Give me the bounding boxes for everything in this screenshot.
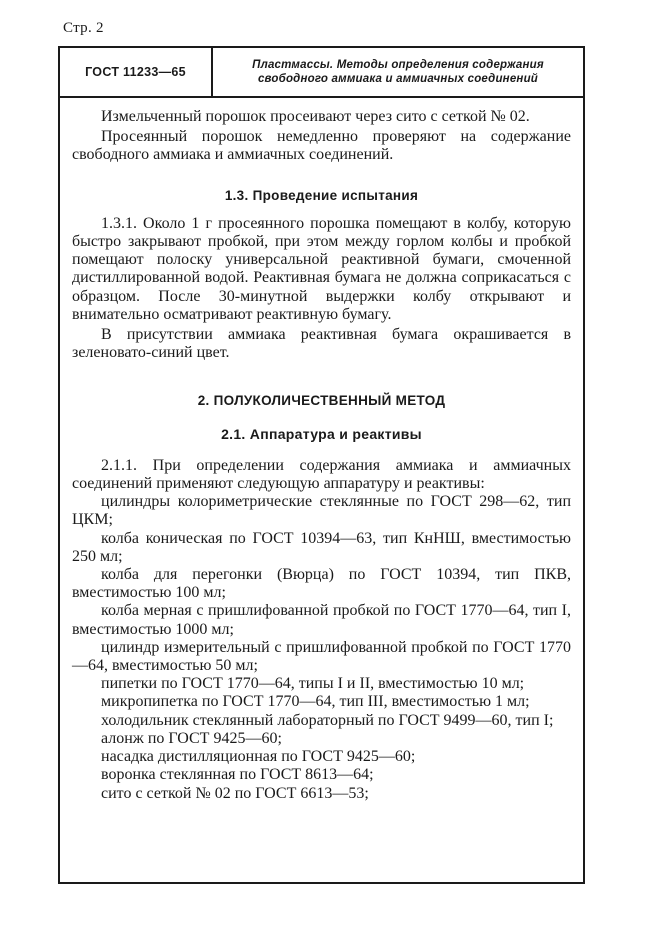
apparatus-list <box>72 493 571 802</box>
list-item: колба мерная с пришлифованной пробкой по ГОСТ 1770—64, тип I, вместимостью 1000 мл; <box>72 602 571 638</box>
list-item: алонж по ГОСТ 9425—60; <box>101 729 282 747</box>
section-heading-1-3: 1.3. Проведение испытания <box>224 187 419 203</box>
paragraph: Измельченный порошок просеивают через сито с сеткой № 02. <box>101 108 530 125</box>
list-item: цилиндр измерительный с пришлифованной пробкой по ГОСТ 1770—64, вместимостью 50 мл; <box>72 638 571 675</box>
document-body <box>72 108 571 803</box>
paragraph: 1.3.1. Около 1 г просеянного порошка помещают в колбу, которую быстро закрывают пробкой, при этом между горлом колбы и пробкой помещают полоску универсальной реактивной бумаги, смоченной дистиллированной водой. Реактивная бумага не должна соприкасаться с образцом. После 30-минутной выдержки колбу открывают и внимательно осматривают реактивную бумагу. <box>72 214 571 323</box>
paragraph: Просеянный порошок немедленно проверяют на содержание свободного аммиака и аммиачных соединений. <box>72 128 571 164</box>
list-item: колба для перегонки (Вюрца) по ГОСТ 10394, тип ПКВ, вместимостью 100 мл; <box>72 566 571 602</box>
document-header <box>60 48 583 98</box>
title-line-1: Пластмассы. Методы определения содержания <box>252 59 544 71</box>
standard-code: ГОСТ 11233—65 <box>60 48 213 96</box>
list-item: цилиндры колориметрические стеклянные по ГОСТ 298—62, тип ЦКМ; <box>72 493 571 529</box>
list-item: микропипетка по ГОСТ 1770—64, тип III, вместимостью 1 мл; <box>101 693 530 711</box>
list-item: пипетки по ГОСТ 1770—64, типы I и II, вместимостью 10 мл; <box>101 675 525 693</box>
page-number: Стр. 2 <box>63 20 104 36</box>
list-item: сито с сеткой № 02 по ГОСТ 6613—53; <box>101 784 369 802</box>
list-item: холодильник стеклянный лабораторный по ГОСТ 9499—60, тип I; <box>101 711 554 729</box>
page-frame <box>58 46 585 884</box>
title-line-2: свободного аммиака и аммиачных соединений <box>257 73 539 85</box>
paragraph: 2.1.1. При определении содержания аммиака и аммиачных соединений применяют следующую аппаратуру и реактивы: <box>72 456 571 493</box>
list-item: насадка дистилляционная по ГОСТ 9425—60; <box>101 748 416 766</box>
section-heading-2-1: 2.1. Аппаратура и реактивы <box>221 425 422 442</box>
document-title <box>213 48 583 96</box>
list-item: колба коническая по ГОСТ 10394—63, тип КнНШ, вместимостью 250 мл; <box>72 529 571 565</box>
list-item: воронка стеклянная по ГОСТ 8613—64; <box>101 766 374 784</box>
paragraph: В присутствии аммиака реактивная бумага окрашивается в зеленовато-синий цвет. <box>72 326 571 362</box>
section-heading-2: 2. ПОЛУКОЛИЧЕСТВЕННЫЙ МЕТОД <box>197 393 446 409</box>
